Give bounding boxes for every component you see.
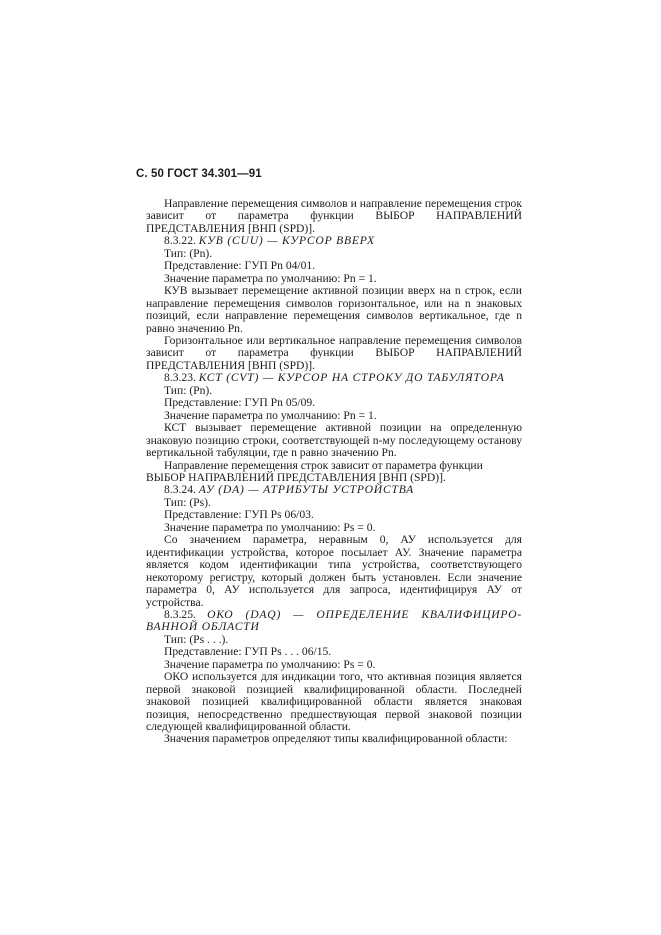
section-825-default: Значение параметра по умолчанию: Ps = 0. bbox=[164, 657, 376, 671]
section-823-title: КСТ (CVT) — КУРСОР НА СТРОКУ ДО ТАБУЛЯТОРА bbox=[198, 371, 505, 385]
section-822-paragraph-2: Горизонтальное или вертикальное направление перемещения символов зависит от параметра функции ВЫБОР НАПРАВЛЕНИЙ ПРЕДСТАВЛЕНИЯ [ВНП (SPD)]. bbox=[146, 333, 522, 372]
section-822-number: 8.3.22. bbox=[164, 234, 196, 248]
document-body bbox=[146, 198, 522, 746]
section-825-representation: Представление: ГУП Ps . . . 06/15. bbox=[164, 645, 332, 659]
section-822-representation: Представление: ГУП Pn 04/01. bbox=[164, 259, 316, 273]
section-824-default: Значение параметра по умолчанию: Ps = 0. bbox=[164, 520, 376, 534]
section-825-paragraph-1: ОКО используется для индикации того, что активная позиция является первой знаковой позицией квалифицированной области. Последней знаковой позицией квалифицированной области является знаковая позиция, непосредственно предшествующая первой знаковой позиции следующей квалифицированной области. bbox=[146, 670, 522, 734]
section-823-type: Тип: (Pn). bbox=[164, 383, 213, 397]
section-824-type: Тип: (Ps). bbox=[164, 495, 211, 509]
section-823-number: 8.3.23. bbox=[164, 371, 196, 385]
section-825-number: 8.3.25. bbox=[164, 607, 196, 621]
section-822-default: Значение параметра по умолчанию: Pn = 1. bbox=[164, 271, 377, 285]
section-822-type: Тип: (Pn). bbox=[164, 246, 213, 260]
section-825-heading-line-2 bbox=[146, 621, 522, 633]
section-822-heading bbox=[146, 235, 522, 247]
section-824-title: АУ (DA) — АТРИБУТЫ УСТРОЙСТВА bbox=[198, 483, 415, 497]
section-824-heading bbox=[146, 484, 522, 496]
section-823-paragraph-2a: Направление перемещения строк зависит от параметра функции bbox=[164, 458, 483, 472]
section-824-representation: Представление: ГУП Ps 06/03. bbox=[164, 508, 314, 522]
section-822-title: КУВ (CUU) — КУРСОР ВВЕРХ bbox=[198, 234, 375, 248]
section-825-type: Тип: (Ps . . .). bbox=[164, 632, 229, 646]
section-823-representation: Представление: ГУП Pn 05/09. bbox=[164, 396, 316, 410]
section-823-default: Значение параметра по умолчанию: Pn = 1. bbox=[164, 408, 377, 422]
section-825-title-line-2: ВАННОЙ ОБЛАСТИ bbox=[146, 620, 260, 634]
intro-paragraph: Направление перемещения символов и направление перемещения строк зависит от параметра функции ВЫБОР НАПРАВЛЕНИЙ ПРЕДСТАВЛЕНИЯ [ВНП (SPD)]. bbox=[146, 197, 522, 235]
section-825-title-line-1: ОКО (DAQ) — ОПРЕДЕЛЕНИЕ КВАЛИФИЦИРО- bbox=[207, 607, 522, 621]
section-824-paragraph-1: Со значением параметра, неравным 0, АУ используется для идентификации устройства, которое посылает АУ. Значение параметра является кодом идентификации типа устройства, соответствующего некоторому регистру, который должен быть установлен. Если значение параметра 0, АУ используется для запроса, идентифицируя АУ от устройства. bbox=[146, 533, 522, 609]
section-823-paragraph-1: КСТ вызывает перемещение активной позиции на определенную знаковую позицию строки, соответствующей n-му последующему останову вертикальной табуляции, где n равно значению Pn. bbox=[146, 421, 522, 460]
page-header: С. 50 ГОСТ 34.301—91 bbox=[136, 168, 262, 180]
section-825-paragraph-2: Значения параметров определяют типы квалифицированной области: bbox=[164, 732, 508, 746]
section-823-heading bbox=[146, 372, 522, 384]
section-824-number: 8.3.24. bbox=[164, 483, 196, 497]
section-822-paragraph-1: КУВ вызывает перемещение активной позиции вверх на n строк, если направление перемещения символов горизонтальное, или на n знаковых позиций, если направление перемещения символов вертикальное, где n равно значению Pn. bbox=[146, 284, 522, 335]
section-823-paragraph-2b: ВЫБОР НАПРАВЛЕНИЙ ПРЕДСТАВЛЕНИЯ [ВНП (SPD)]. bbox=[146, 470, 446, 484]
